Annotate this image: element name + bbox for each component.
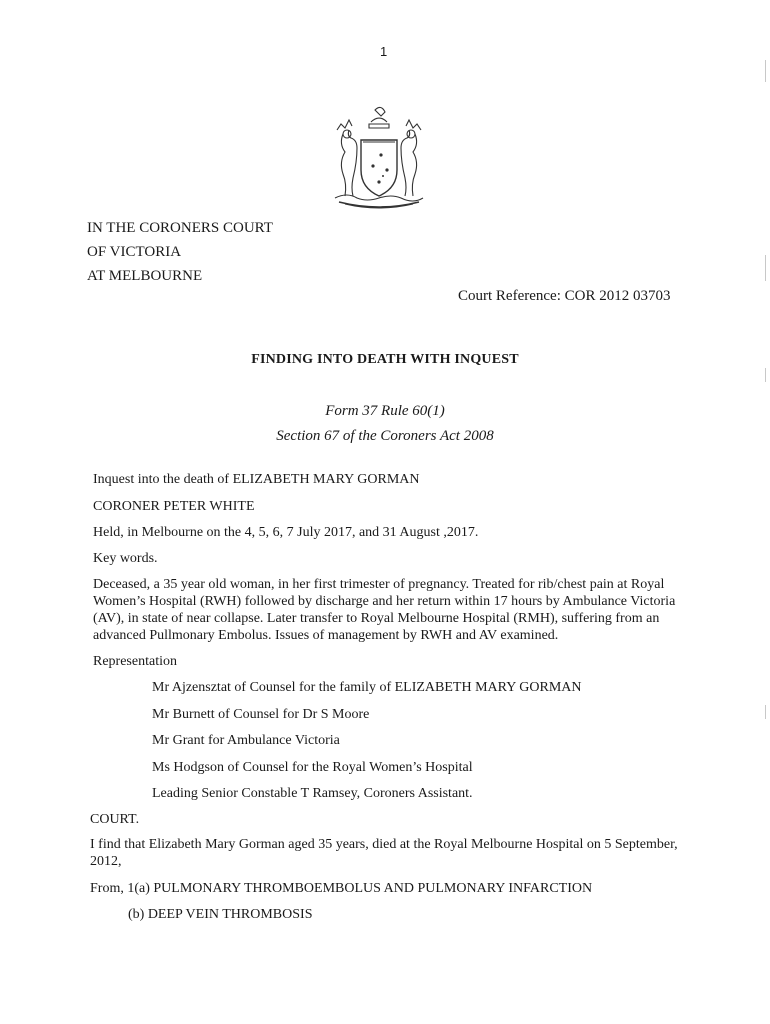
court-heading	[87, 216, 273, 288]
act-section: Section 67 of the Coroners Act 2008	[276, 428, 494, 444]
court-line-1: IN THE CORONERS COURT	[87, 220, 273, 236]
scan-mark	[765, 368, 766, 382]
inquest-line: Inquest into the death of ELIZABETH MARY GORMAN	[93, 472, 420, 487]
representation-heading: Representation	[93, 654, 177, 669]
coroner-line: CORONER PETER WHITE	[93, 499, 255, 514]
representation-item: Leading Senior Constable T Ramsey, Coroners Assistant.	[152, 786, 473, 801]
cause-of-death-1a: From, 1(a) PULMONARY THROMBOEMBOLUS AND PULMONARY INFARCTION	[90, 881, 593, 896]
representation-item: Mr Burnett of Counsel for Dr S Moore	[152, 707, 370, 722]
scan-mark	[765, 255, 766, 281]
court-line-2: OF VICTORIA	[87, 244, 182, 260]
scan-mark	[765, 60, 766, 82]
court-reference: Court Reference: COR 2012 03703	[458, 288, 671, 304]
keywords-line: Key words.	[93, 551, 158, 566]
document-title: FINDING INTO DEATH WITH INQUEST	[251, 352, 519, 367]
cause-of-death-1b: (b) DEEP VEIN THROMBOSIS	[128, 907, 313, 922]
scan-mark	[765, 705, 766, 719]
court-line-3: AT MELBOURNE	[87, 268, 203, 284]
representation-item: Mr Grant for Ambulance Victoria	[152, 733, 340, 748]
representation-item: Ms Hodgson of Counsel for the Royal Women’s Hospital	[152, 760, 473, 775]
case-description: Deceased, a 35 year old woman, in her first trimester of pregnancy. Treated for rib/chest pain at Royal Women’s Hospital (RWH) followed by discharge and her return within 17 hours by Ambulance Victoria (AV), in state of near collapse. Later transfer to Royal Melbourne Hospital (RMH), suffering from an advanced Pullmonary Embolus. Issues of management by RWH and AV examined.	[93, 577, 676, 643]
victoria-coat-of-arms-icon	[329, 100, 429, 212]
court-section-heading: COURT.	[90, 812, 140, 827]
page-number: 1	[380, 44, 388, 59]
form-rule: Form 37 Rule 60(1)	[325, 403, 445, 419]
representation-item: Mr Ajzensztat of Counsel for the family of ELIZABETH MARY GORMAN	[152, 680, 582, 695]
finding-statement: I find that Elizabeth Mary Gorman aged 35 years, died at the Royal Melbourne Hospital on 5 September, 2012,	[90, 837, 678, 869]
held-line: Held, in Melbourne on the 4, 5, 6, 7 July 2017, and 31 August ,2017.	[93, 525, 479, 540]
